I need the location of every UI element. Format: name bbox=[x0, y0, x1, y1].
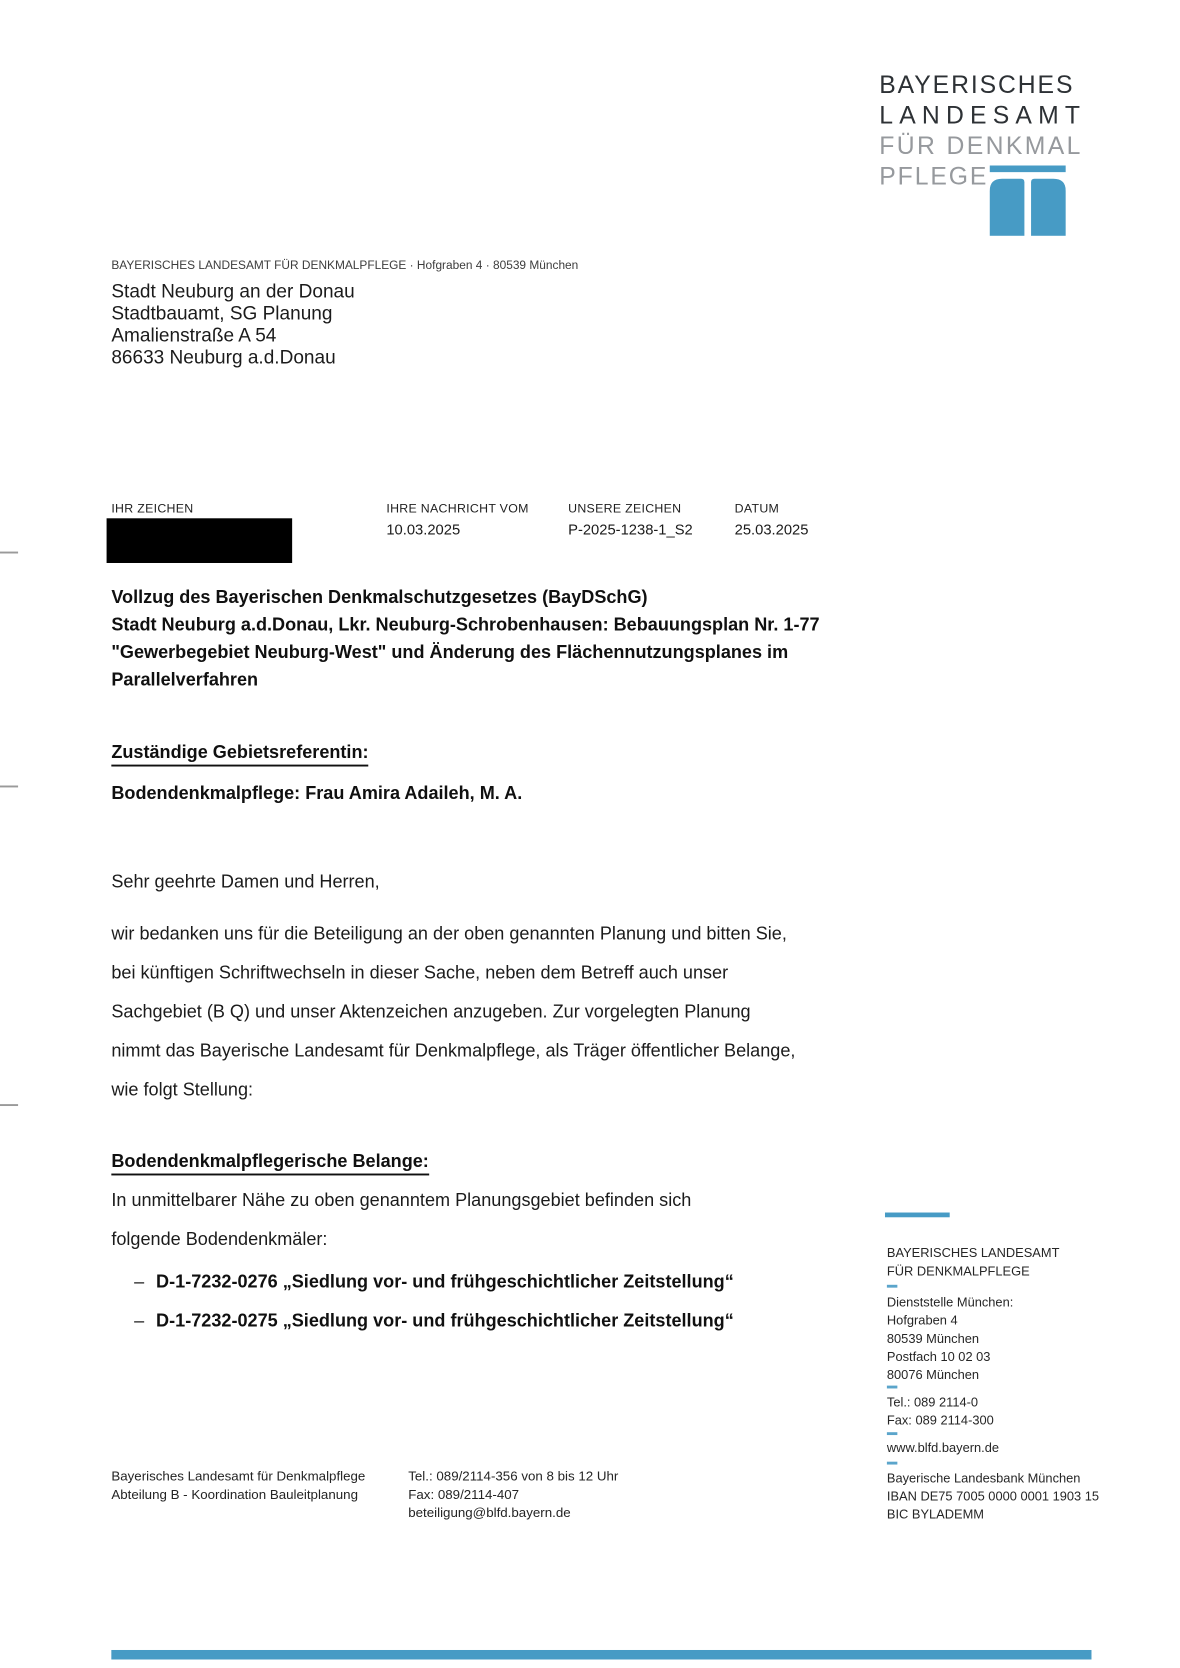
footer-fax: Fax: 089/2114-407 bbox=[408, 1486, 520, 1502]
ref-value-unsere-zeichen: P-2025-1238-1_S2 bbox=[568, 522, 693, 539]
paragraph-line: folgende Bodendenkmäler: bbox=[111, 1229, 328, 1250]
subject-line: "Gewerbegebiet Neuburg-West" und Änderung des Flächennutzungsplanes im bbox=[111, 642, 789, 663]
sidebar-office-line: 80076 München bbox=[886, 1367, 980, 1382]
recipient-line: Amalienstraße A 54 bbox=[111, 325, 277, 347]
fold-mark bbox=[0, 1104, 18, 1106]
paragraph-line: wir bedanken uns für die Beteiligung an der oben genannten Planung und bitten Sie, bbox=[111, 924, 787, 945]
recipient-line: Stadt Neuburg an der Donau bbox=[111, 281, 355, 303]
sidebar-office-line: Postfach 10 02 03 bbox=[886, 1349, 991, 1364]
sidebar-website: www.blfd.bayern.de bbox=[886, 1440, 1000, 1456]
paragraph-line: wie folgt Stellung: bbox=[111, 1080, 254, 1101]
logo-text-bayerisches: BAYERISCHES bbox=[879, 70, 1075, 99]
footer-dept-line: Abteilung B - Koordination Bauleitplanung bbox=[111, 1486, 358, 1502]
sidebar-org-line: FÜR DENKMALPFLEGE bbox=[886, 1263, 1030, 1279]
sidebar-bank-line: IBAN DE75 7005 0000 0001 1903 15 bbox=[886, 1489, 1100, 1504]
ref-label-unsere-zeichen: UNSERE ZEICHEN bbox=[568, 501, 682, 516]
paragraph-line: bei künftigen Schriftwechseln in dieser Sache, neben dem Betreff auch unser bbox=[111, 963, 729, 984]
redacted-reference-value bbox=[107, 518, 293, 563]
section-heading-bodendenkmal: Bodendenkmalpflegerische Belange: bbox=[111, 1152, 429, 1176]
footer-tel: Tel.: 089/2114-356 von 8 bis 12 Uhr bbox=[408, 1468, 619, 1484]
footer-accent-bar bbox=[111, 1650, 1091, 1660]
sidebar-divider-dash bbox=[887, 1285, 897, 1288]
ref-label-datum: DATUM bbox=[734, 501, 780, 516]
bullet-dash: – bbox=[134, 1272, 145, 1293]
sidebar-divider-dash bbox=[887, 1432, 897, 1435]
subject-line: Parallelverfahren bbox=[111, 670, 259, 691]
referent-name: Bodendenkmalpflege: Frau Amira Adaileh, M. A. bbox=[111, 783, 523, 804]
fold-mark bbox=[0, 786, 18, 788]
sidebar-org-line: BAYERISCHES LANDESAMT bbox=[886, 1245, 1060, 1261]
logo-text-fuer-denkmal: FÜR DENKMAL bbox=[879, 131, 1083, 160]
sidebar-bank-line: Bayerische Landesbank München bbox=[886, 1471, 1081, 1486]
ref-label-ihr-zeichen: IHR ZEICHEN bbox=[111, 501, 194, 516]
footer-org-line: Bayerisches Landesamt für Denkmalpflege bbox=[111, 1468, 366, 1484]
sidebar-accent-line bbox=[885, 1213, 950, 1218]
ref-label-ihre-nachricht-vom: IHRE NACHRICHT VOM bbox=[386, 501, 529, 516]
logo-text-landesamt: LANDESAMT bbox=[879, 100, 1087, 130]
recipient-line: Stadtbauamt, SG Planung bbox=[111, 303, 333, 325]
subject-line: Stadt Neuburg a.d.Donau, Lkr. Neuburg-Schrobenhausen: Bebauungsplan Nr. 1-77 bbox=[111, 615, 820, 636]
footer-email: beteiligung@blfd.bayern.de bbox=[408, 1504, 571, 1520]
logo-text-pflege: PFLEGE bbox=[879, 161, 989, 191]
paragraph-line: nimmt das Bayerische Landesamt für Denkmalpflege, als Träger öffentlicher Belange, bbox=[111, 1041, 796, 1062]
monument-item: D-1-7232-0275 „Siedlung vor- und frühgeschichtlicher Zeitstellung“ bbox=[156, 1311, 734, 1332]
paragraph-line: Sachgebiet (B Q) und unser Aktenzeichen anzugeben. Zur vorgelegten Planung bbox=[111, 1002, 751, 1023]
recipient-line: 86633 Neuburg a.d.Donau bbox=[111, 347, 336, 369]
sidebar-divider-dash bbox=[887, 1386, 897, 1389]
subject-line: Vollzug des Bayerischen Denkmalschutzgesetzes (BayDSchG) bbox=[111, 587, 648, 608]
sidebar-office-line: 80539 München bbox=[886, 1331, 980, 1346]
sidebar-fax: Fax: 089 2114-300 bbox=[886, 1413, 994, 1428]
ref-value-datum: 25.03.2025 bbox=[734, 522, 809, 539]
arch-gate-icon bbox=[990, 165, 1066, 235]
sidebar-office-line: Hofgraben 4 bbox=[886, 1313, 958, 1328]
sender-return-address: BAYERISCHES LANDESAMT FÜR DENKMALPFLEGE · Hofgraben 4 · 80539 München bbox=[111, 258, 579, 272]
bullet-dash: – bbox=[134, 1311, 145, 1332]
monument-item: D-1-7232-0276 „Siedlung vor- und frühgeschichtlicher Zeitstellung“ bbox=[156, 1272, 734, 1293]
salutation: Sehr geehrte Damen und Herren, bbox=[111, 872, 380, 893]
paragraph-line: In unmittelbarer Nähe zu oben genanntem Planungsgebiet befinden sich bbox=[111, 1190, 692, 1211]
sidebar-tel: Tel.: 089 2114-0 bbox=[886, 1395, 979, 1410]
sidebar-office-heading: Dienststelle München: bbox=[886, 1295, 1014, 1310]
referent-heading: Zuständige Gebietsreferentin: bbox=[111, 743, 368, 767]
sidebar-divider-dash bbox=[887, 1462, 897, 1465]
sidebar-bank-line: BIC BYLADEMM bbox=[886, 1507, 984, 1522]
ref-value-nachricht-vom: 10.03.2025 bbox=[386, 522, 461, 539]
fold-mark bbox=[0, 552, 18, 554]
